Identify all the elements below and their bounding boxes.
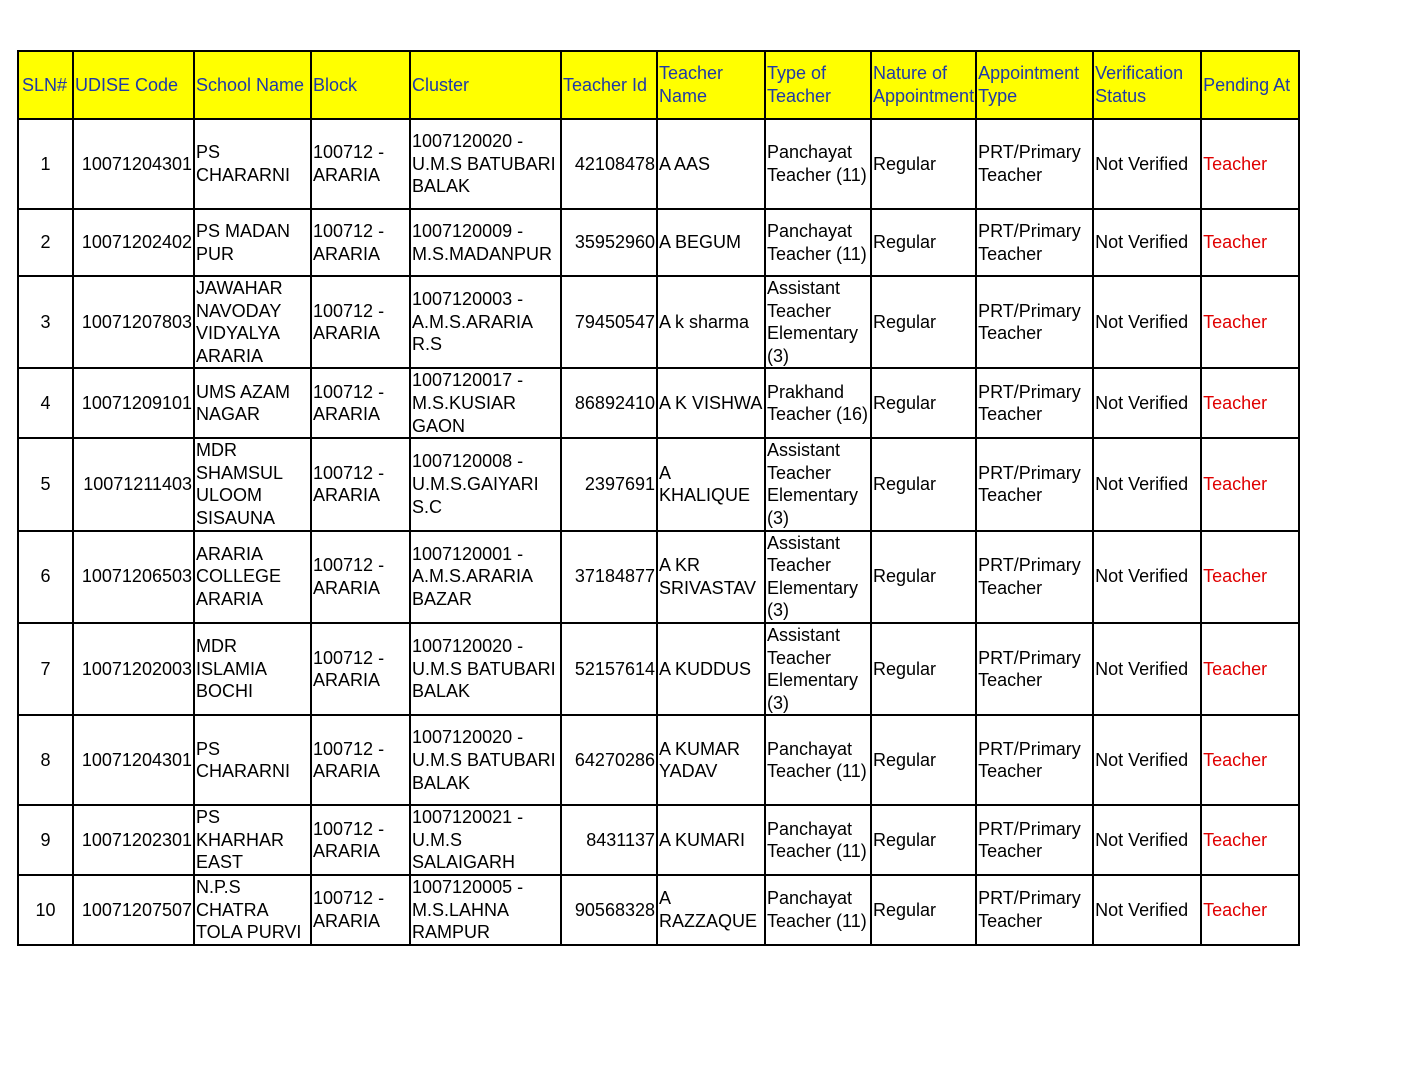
cell-type-of-teacher: Panchayat Teacher (11) xyxy=(765,119,871,209)
cell-teacher-id: 37184877 xyxy=(561,531,657,623)
header-teacher-id: Teacher Id xyxy=(561,51,657,119)
cell-cluster: 1007120020 - U.M.S BATUBARI BALAK xyxy=(410,623,561,715)
cell-teacher-id: 42108478 xyxy=(561,119,657,209)
cell-udise-code: 10071202301 xyxy=(73,805,194,875)
cell-school-name: ARARIA COLLEGE ARARIA xyxy=(194,531,311,623)
cell-block: 100712 - ARARIA xyxy=(311,805,410,875)
cell-school-name: UMS AZAM NAGAR xyxy=(194,368,311,438)
cell-teacher-name: A KHALIQUE xyxy=(657,438,765,530)
cell-verification-status: Not Verified xyxy=(1093,209,1201,276)
cell-appointment-type: PRT/Primary Teacher xyxy=(976,209,1093,276)
cell-cluster: 1007120020 - U.M.S BATUBARI BALAK xyxy=(410,715,561,805)
cell-verification-status: Not Verified xyxy=(1093,276,1201,368)
cell-appointment-type: PRT/Primary Teacher xyxy=(976,368,1093,438)
cell-sln: 8 xyxy=(18,715,73,805)
cell-appointment-type: PRT/Primary Teacher xyxy=(976,276,1093,368)
table-row xyxy=(18,209,1299,276)
cell-cluster: 1007120005 - M.S.LAHNA RAMPUR xyxy=(410,875,561,945)
cell-school-name: PS CHARARNI xyxy=(194,715,311,805)
header-sln: SLN# xyxy=(18,51,73,119)
cell-teacher-id: 8431137 xyxy=(561,805,657,875)
cell-appointment-type: PRT/Primary Teacher xyxy=(976,438,1093,530)
cell-teacher-id: 35952960 xyxy=(561,209,657,276)
cell-teacher-name: A AAS xyxy=(657,119,765,209)
cell-type-of-teacher: Panchayat Teacher (11) xyxy=(765,715,871,805)
cell-pending-at: Teacher xyxy=(1201,531,1299,623)
cell-teacher-id: 86892410 xyxy=(561,368,657,438)
cell-teacher-name: A KUMARI xyxy=(657,805,765,875)
header-verification-status: Verification Status xyxy=(1093,51,1201,119)
cell-teacher-id: 2397691 xyxy=(561,438,657,530)
cell-block: 100712 - ARARIA xyxy=(311,276,410,368)
cell-cluster: 1007120008 - U.M.S.GAIYARI S.C xyxy=(410,438,561,530)
cell-type-of-teacher: Assistant Teacher Elementary (3) xyxy=(765,623,871,715)
cell-cluster: 1007120020 - U.M.S BATUBARI BALAK xyxy=(410,119,561,209)
table-row xyxy=(18,531,1299,623)
cell-sln: 2 xyxy=(18,209,73,276)
cell-verification-status: Not Verified xyxy=(1093,715,1201,805)
cell-udise-code: 10071207507 xyxy=(73,875,194,945)
cell-pending-at: Teacher xyxy=(1201,276,1299,368)
cell-verification-status: Not Verified xyxy=(1093,531,1201,623)
cell-school-name: PS CHARARNI xyxy=(194,119,311,209)
cell-block: 100712 - ARARIA xyxy=(311,368,410,438)
teacher-verification-table xyxy=(17,50,1300,946)
cell-pending-at: Teacher xyxy=(1201,438,1299,530)
cell-type-of-teacher: Panchayat Teacher (11) xyxy=(765,805,871,875)
cell-verification-status: Not Verified xyxy=(1093,438,1201,530)
cell-teacher-name: A KR SRIVASTAV xyxy=(657,531,765,623)
table-row xyxy=(18,805,1299,875)
cell-udise-code: 10071204301 xyxy=(73,715,194,805)
table-row xyxy=(18,623,1299,715)
cell-verification-status: Not Verified xyxy=(1093,119,1201,209)
table-row xyxy=(18,276,1299,368)
cell-type-of-teacher: Panchayat Teacher (11) xyxy=(765,875,871,945)
cell-appointment-type: PRT/Primary Teacher xyxy=(976,119,1093,209)
header-cluster: Cluster xyxy=(410,51,561,119)
cell-verification-status: Not Verified xyxy=(1093,875,1201,945)
cell-nature-of-appointment: Regular xyxy=(871,715,976,805)
header-teacher-name: Teacher Name xyxy=(657,51,765,119)
cell-type-of-teacher: Prakhand Teacher (16) xyxy=(765,368,871,438)
header-block: Block xyxy=(311,51,410,119)
cell-sln: 1 xyxy=(18,119,73,209)
cell-school-name: PS KHARHAR EAST xyxy=(194,805,311,875)
cell-teacher-name: A BEGUM xyxy=(657,209,765,276)
cell-cluster: 1007120021 - U.M.S SALAIGARH xyxy=(410,805,561,875)
cell-teacher-id: 64270286 xyxy=(561,715,657,805)
cell-pending-at: Teacher xyxy=(1201,209,1299,276)
header-school-name: School Name xyxy=(194,51,311,119)
cell-sln: 4 xyxy=(18,368,73,438)
cell-school-name: MDR ISLAMIA BOCHI xyxy=(194,623,311,715)
cell-verification-status: Not Verified xyxy=(1093,623,1201,715)
cell-sln: 3 xyxy=(18,276,73,368)
cell-sln: 10 xyxy=(18,875,73,945)
cell-nature-of-appointment: Regular xyxy=(871,875,976,945)
cell-nature-of-appointment: Regular xyxy=(871,805,976,875)
cell-udise-code: 10071207803 xyxy=(73,276,194,368)
cell-pending-at: Teacher xyxy=(1201,119,1299,209)
cell-udise-code: 10071202003 xyxy=(73,623,194,715)
cell-appointment-type: PRT/Primary Teacher xyxy=(976,875,1093,945)
cell-pending-at: Teacher xyxy=(1201,805,1299,875)
cell-sln: 6 xyxy=(18,531,73,623)
cell-teacher-name: A RAZZAQUE xyxy=(657,875,765,945)
cell-nature-of-appointment: Regular xyxy=(871,276,976,368)
cell-block: 100712 - ARARIA xyxy=(311,623,410,715)
table-row xyxy=(18,438,1299,530)
header-udise-code: UDISE Code xyxy=(73,51,194,119)
cell-pending-at: Teacher xyxy=(1201,875,1299,945)
cell-sln: 5 xyxy=(18,438,73,530)
cell-teacher-id: 79450547 xyxy=(561,276,657,368)
header-pending-at: Pending At xyxy=(1201,51,1299,119)
cell-teacher-name: A KUDDUS xyxy=(657,623,765,715)
cell-appointment-type: PRT/Primary Teacher xyxy=(976,805,1093,875)
cell-block: 100712 - ARARIA xyxy=(311,875,410,945)
cell-type-of-teacher: Assistant Teacher Elementary (3) xyxy=(765,531,871,623)
cell-nature-of-appointment: Regular xyxy=(871,119,976,209)
cell-block: 100712 - ARARIA xyxy=(311,119,410,209)
cell-udise-code: 10071204301 xyxy=(73,119,194,209)
header-row xyxy=(18,51,1299,119)
cell-teacher-name: A K VISHWA xyxy=(657,368,765,438)
cell-pending-at: Teacher xyxy=(1201,623,1299,715)
cell-sln: 9 xyxy=(18,805,73,875)
cell-block: 100712 - ARARIA xyxy=(311,715,410,805)
cell-school-name: PS MADAN PUR xyxy=(194,209,311,276)
cell-udise-code: 10071202402 xyxy=(73,209,194,276)
cell-nature-of-appointment: Regular xyxy=(871,531,976,623)
cell-teacher-name: A KUMAR YADAV xyxy=(657,715,765,805)
cell-school-name: MDR SHAMSUL ULOOM SISAUNA xyxy=(194,438,311,530)
table-row xyxy=(18,875,1299,945)
header-nature-of-appointment: Nature of Appointment xyxy=(871,51,976,119)
table-row xyxy=(18,119,1299,209)
cell-nature-of-appointment: Regular xyxy=(871,623,976,715)
cell-school-name: JAWAHAR NAVODAY VIDYALYA ARARIA xyxy=(194,276,311,368)
cell-cluster: 1007120017 - M.S.KUSIAR GAON xyxy=(410,368,561,438)
cell-verification-status: Not Verified xyxy=(1093,368,1201,438)
cell-sln: 7 xyxy=(18,623,73,715)
header-appointment-type: Appointment Type xyxy=(976,51,1093,119)
cell-cluster: 1007120001 - A.M.S.ARARIA BAZAR xyxy=(410,531,561,623)
cell-udise-code: 10071211403 xyxy=(73,438,194,530)
cell-appointment-type: PRT/Primary Teacher xyxy=(976,623,1093,715)
cell-appointment-type: PRT/Primary Teacher xyxy=(976,531,1093,623)
cell-udise-code: 10071206503 xyxy=(73,531,194,623)
table-row xyxy=(18,715,1299,805)
table-row xyxy=(18,368,1299,438)
cell-block: 100712 - ARARIA xyxy=(311,531,410,623)
cell-nature-of-appointment: Regular xyxy=(871,368,976,438)
cell-teacher-name: A k sharma xyxy=(657,276,765,368)
cell-nature-of-appointment: Regular xyxy=(871,209,976,276)
cell-school-name: N.P.S CHATRA TOLA PURVI xyxy=(194,875,311,945)
cell-pending-at: Teacher xyxy=(1201,715,1299,805)
cell-cluster: 1007120009 - M.S.MADANPUR xyxy=(410,209,561,276)
cell-appointment-type: PRT/Primary Teacher xyxy=(976,715,1093,805)
cell-block: 100712 - ARARIA xyxy=(311,209,410,276)
cell-nature-of-appointment: Regular xyxy=(871,438,976,530)
cell-type-of-teacher: Assistant Teacher Elementary (3) xyxy=(765,438,871,530)
cell-verification-status: Not Verified xyxy=(1093,805,1201,875)
header-type-of-teacher: Type of Teacher xyxy=(765,51,871,119)
cell-type-of-teacher: Assistant Teacher Elementary (3) xyxy=(765,276,871,368)
cell-block: 100712 - ARARIA xyxy=(311,438,410,530)
cell-cluster: 1007120003 - A.M.S.ARARIA R.S xyxy=(410,276,561,368)
cell-pending-at: Teacher xyxy=(1201,368,1299,438)
cell-teacher-id: 52157614 xyxy=(561,623,657,715)
cell-type-of-teacher: Panchayat Teacher (11) xyxy=(765,209,871,276)
cell-udise-code: 10071209101 xyxy=(73,368,194,438)
cell-teacher-id: 90568328 xyxy=(561,875,657,945)
